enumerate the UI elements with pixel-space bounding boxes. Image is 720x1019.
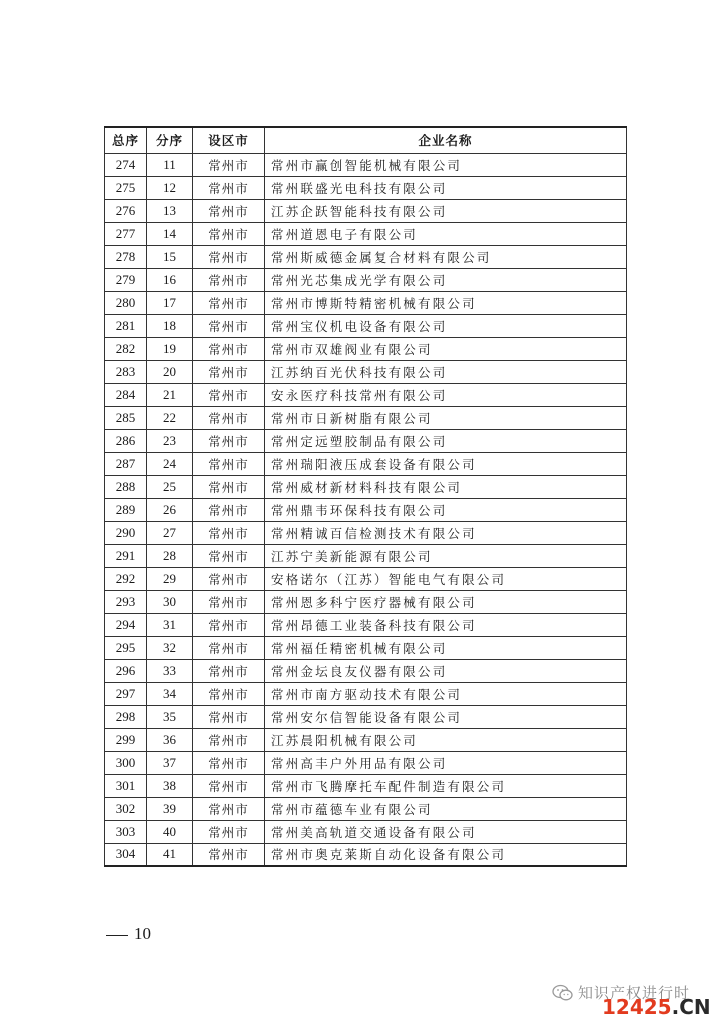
cell-total-index: 295	[105, 636, 147, 659]
cell-company-name: 常州高丰户外用品有限公司	[265, 751, 627, 774]
cell-company-name: 常州威材新材料科技有限公司	[265, 475, 627, 498]
cell-sub-index: 20	[147, 360, 193, 383]
cell-city: 常州市	[193, 406, 265, 429]
cell-company-name: 常州福任精密机械有限公司	[265, 636, 627, 659]
cell-company-name: 常州精诚百信检测技术有限公司	[265, 521, 627, 544]
cell-sub-index: 38	[147, 774, 193, 797]
cell-total-index: 293	[105, 590, 147, 613]
cell-city: 常州市	[193, 728, 265, 751]
cell-sub-index: 11	[147, 153, 193, 176]
page-number-dash	[106, 935, 128, 936]
wechat-icon	[552, 984, 574, 1002]
cell-sub-index: 26	[147, 498, 193, 521]
cell-company-name: 常州鼎韦环保科技有限公司	[265, 498, 627, 521]
cell-company-name: 常州安尔信智能设备有限公司	[265, 705, 627, 728]
table-row	[105, 613, 627, 636]
cell-company-name: 常州市赢创智能机械有限公司	[265, 153, 627, 176]
table-row	[105, 406, 627, 429]
cell-sub-index: 14	[147, 222, 193, 245]
cell-city: 常州市	[193, 383, 265, 406]
cell-city: 常州市	[193, 429, 265, 452]
cell-total-index: 288	[105, 475, 147, 498]
table-row	[105, 153, 627, 176]
cell-total-index: 302	[105, 797, 147, 820]
table-row	[105, 314, 627, 337]
cell-total-index: 279	[105, 268, 147, 291]
cell-company-name: 江苏纳百光伏科技有限公司	[265, 360, 627, 383]
cell-sub-index: 29	[147, 567, 193, 590]
cell-city: 常州市	[193, 751, 265, 774]
cell-sub-index: 27	[147, 521, 193, 544]
cell-total-index: 280	[105, 291, 147, 314]
cell-sub-index: 19	[147, 337, 193, 360]
table-row	[105, 636, 627, 659]
cell-company-name: 常州联盛光电科技有限公司	[265, 176, 627, 199]
cell-city: 常州市	[193, 590, 265, 613]
page-number-value: 10	[134, 924, 151, 943]
cell-company-name: 常州市飞腾摩托车配件制造有限公司	[265, 774, 627, 797]
cell-city: 常州市	[193, 682, 265, 705]
table-body	[105, 153, 627, 866]
cell-city: 常州市	[193, 659, 265, 682]
cell-company-name: 常州昂德工业装备科技有限公司	[265, 613, 627, 636]
cell-company-name: 江苏宁美新能源有限公司	[265, 544, 627, 567]
header-total-index: 总序	[105, 127, 147, 153]
table-row	[105, 751, 627, 774]
cell-sub-index: 37	[147, 751, 193, 774]
cell-city: 常州市	[193, 544, 265, 567]
cell-company-name: 常州金坛良友仪器有限公司	[265, 659, 627, 682]
table-row	[105, 705, 627, 728]
cell-total-index: 292	[105, 567, 147, 590]
cell-company-name: 安格诺尔（江苏）智能电气有限公司	[265, 567, 627, 590]
cell-company-name: 常州美高轨道交通设备有限公司	[265, 820, 627, 843]
cell-company-name: 常州宝仪机电设备有限公司	[265, 314, 627, 337]
cell-city: 常州市	[193, 774, 265, 797]
cell-sub-index: 30	[147, 590, 193, 613]
table-header-row	[105, 127, 627, 153]
header-city: 设区市	[193, 127, 265, 153]
cell-total-index: 290	[105, 521, 147, 544]
cell-company-name: 常州光芯集成光学有限公司	[265, 268, 627, 291]
cell-city: 常州市	[193, 153, 265, 176]
watermark-text: 知识产权进行时	[578, 984, 691, 1002]
cell-sub-index: 22	[147, 406, 193, 429]
cell-company-name: 常州市双雄阀业有限公司	[265, 337, 627, 360]
cell-sub-index: 28	[147, 544, 193, 567]
cell-sub-index: 39	[147, 797, 193, 820]
cell-company-name: 常州恩多科宁医疗器械有限公司	[265, 590, 627, 613]
table-row	[105, 659, 627, 682]
cell-company-name: 江苏晨阳机械有限公司	[265, 728, 627, 751]
header-sub-index: 分序	[147, 127, 193, 153]
cell-company-name: 常州市日新树脂有限公司	[265, 406, 627, 429]
cell-city: 常州市	[193, 613, 265, 636]
cell-sub-index: 40	[147, 820, 193, 843]
cell-sub-index: 12	[147, 176, 193, 199]
cell-city: 常州市	[193, 314, 265, 337]
cell-sub-index: 24	[147, 452, 193, 475]
cell-total-index: 301	[105, 774, 147, 797]
table-row	[105, 544, 627, 567]
cell-total-index: 304	[105, 843, 147, 866]
cell-total-index: 284	[105, 383, 147, 406]
cell-total-index: 291	[105, 544, 147, 567]
table-row	[105, 360, 627, 383]
cell-sub-index: 13	[147, 199, 193, 222]
cell-sub-index: 15	[147, 245, 193, 268]
table-row	[105, 291, 627, 314]
enterprise-list-table-container	[104, 126, 626, 867]
cell-sub-index: 32	[147, 636, 193, 659]
cell-sub-index: 23	[147, 429, 193, 452]
cell-company-name: 常州瑞阳液压成套设备有限公司	[265, 452, 627, 475]
cell-city: 常州市	[193, 222, 265, 245]
cell-sub-index: 33	[147, 659, 193, 682]
cell-sub-index: 18	[147, 314, 193, 337]
table-row	[105, 268, 627, 291]
cell-company-name: 江苏企跃智能科技有限公司	[265, 199, 627, 222]
cell-company-name: 常州定远塑胶制品有限公司	[265, 429, 627, 452]
cell-city: 常州市	[193, 268, 265, 291]
cell-total-index: 281	[105, 314, 147, 337]
cell-sub-index: 35	[147, 705, 193, 728]
enterprise-list-table	[104, 126, 627, 867]
cell-total-index: 275	[105, 176, 147, 199]
cell-company-name: 常州市南方驱动技术有限公司	[265, 682, 627, 705]
cell-sub-index: 36	[147, 728, 193, 751]
cell-total-index: 289	[105, 498, 147, 521]
watermark-site	[602, 995, 711, 1019]
table-row	[105, 682, 627, 705]
cell-city: 常州市	[193, 291, 265, 314]
watermark-site-tail: .CN	[671, 995, 711, 1019]
cell-total-index: 278	[105, 245, 147, 268]
cell-city: 常州市	[193, 636, 265, 659]
table-row	[105, 797, 627, 820]
table-row	[105, 245, 627, 268]
cell-sub-index: 21	[147, 383, 193, 406]
table-row	[105, 222, 627, 245]
cell-sub-index: 41	[147, 843, 193, 866]
table-row	[105, 429, 627, 452]
table-row	[105, 820, 627, 843]
table-row	[105, 521, 627, 544]
cell-city: 常州市	[193, 475, 265, 498]
cell-total-index: 287	[105, 452, 147, 475]
watermark	[552, 982, 720, 1018]
cell-city: 常州市	[193, 337, 265, 360]
table-row	[105, 728, 627, 751]
cell-total-index: 276	[105, 199, 147, 222]
cell-company-name: 常州市博斯特精密机械有限公司	[265, 291, 627, 314]
cell-sub-index: 17	[147, 291, 193, 314]
cell-company-name: 常州道恩电子有限公司	[265, 222, 627, 245]
table-row	[105, 590, 627, 613]
table-row	[105, 843, 627, 866]
cell-city: 常州市	[193, 705, 265, 728]
table-row	[105, 176, 627, 199]
cell-sub-index: 34	[147, 682, 193, 705]
cell-sub-index: 16	[147, 268, 193, 291]
cell-city: 常州市	[193, 567, 265, 590]
table-row	[105, 498, 627, 521]
cell-total-index: 294	[105, 613, 147, 636]
cell-city: 常州市	[193, 498, 265, 521]
cell-company-name: 常州市蕴德车业有限公司	[265, 797, 627, 820]
cell-sub-index: 31	[147, 613, 193, 636]
watermark-site-main: 12425	[602, 995, 672, 1019]
table-row	[105, 199, 627, 222]
cell-city: 常州市	[193, 245, 265, 268]
cell-company-name: 常州市奥克莱斯自动化设备有限公司	[265, 843, 627, 866]
cell-total-index: 297	[105, 682, 147, 705]
cell-total-index: 277	[105, 222, 147, 245]
cell-total-index: 299	[105, 728, 147, 751]
table-row	[105, 337, 627, 360]
table-row	[105, 475, 627, 498]
cell-city: 常州市	[193, 199, 265, 222]
table-row	[105, 567, 627, 590]
cell-total-index: 303	[105, 820, 147, 843]
cell-company-name: 常州斯威德金属复合材料有限公司	[265, 245, 627, 268]
cell-city: 常州市	[193, 176, 265, 199]
table-row	[105, 383, 627, 406]
header-company-name: 企业名称	[265, 127, 627, 153]
page-number	[106, 924, 151, 944]
cell-total-index: 282	[105, 337, 147, 360]
cell-total-index: 285	[105, 406, 147, 429]
cell-total-index: 298	[105, 705, 147, 728]
cell-city: 常州市	[193, 360, 265, 383]
cell-total-index: 296	[105, 659, 147, 682]
table-row	[105, 452, 627, 475]
table-row	[105, 774, 627, 797]
cell-city: 常州市	[193, 820, 265, 843]
cell-total-index: 283	[105, 360, 147, 383]
cell-city: 常州市	[193, 452, 265, 475]
cell-company-name: 安永医疗科技常州有限公司	[265, 383, 627, 406]
cell-city: 常州市	[193, 843, 265, 866]
cell-total-index: 286	[105, 429, 147, 452]
cell-city: 常州市	[193, 797, 265, 820]
cell-sub-index: 25	[147, 475, 193, 498]
cell-total-index: 300	[105, 751, 147, 774]
cell-total-index: 274	[105, 153, 147, 176]
cell-city: 常州市	[193, 521, 265, 544]
